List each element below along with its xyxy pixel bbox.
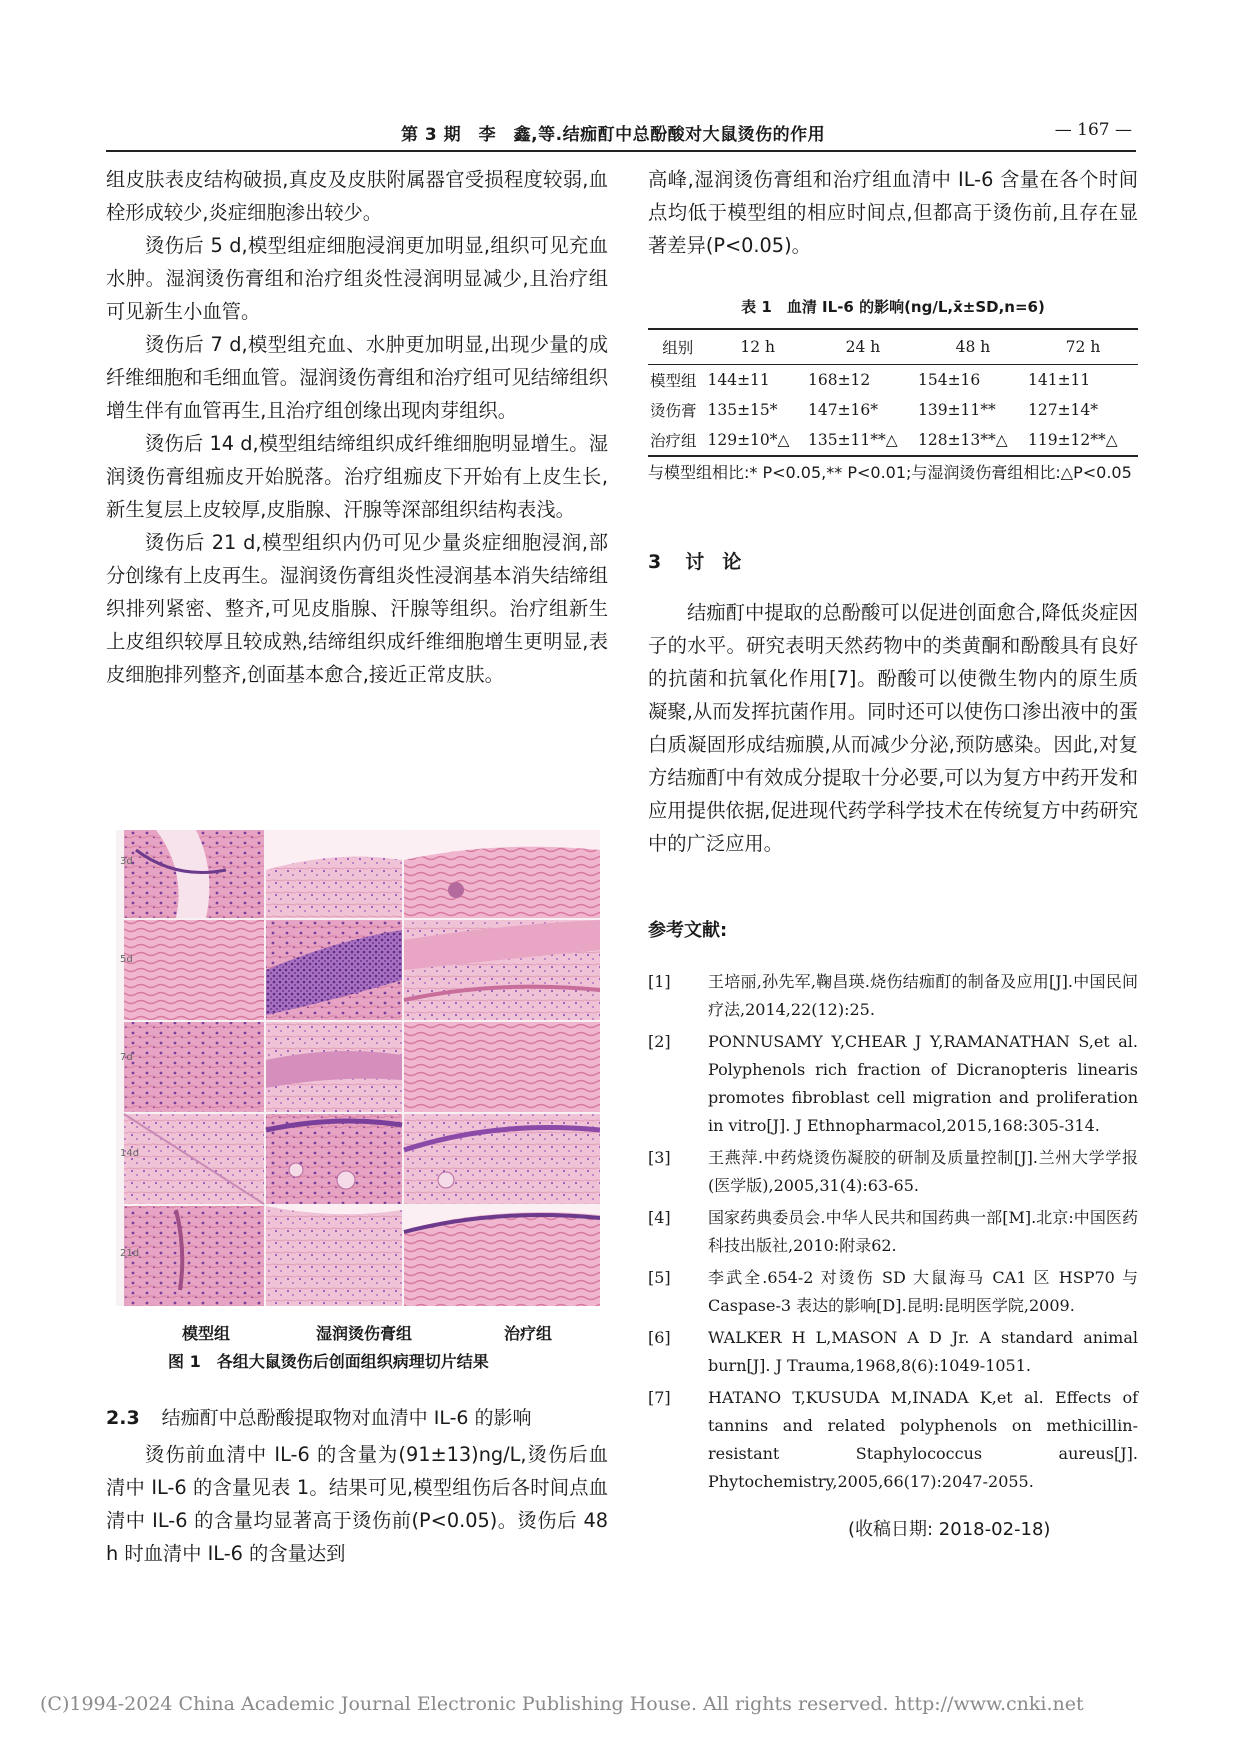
table-cell: 129±10*△ [707, 425, 808, 456]
section-heading [648, 547, 759, 574]
reference-text: 李武全.654-2 对烫伤 SD 大鼠海马 CA1 区 HSP70 与 Caspase-3 表达的影响[D].昆明:昆明医学院,2009. [708, 1268, 1138, 1315]
table-cell: 模型组 [650, 372, 697, 390]
reference-number: [1] [648, 972, 671, 991]
row-label: 7d [120, 1052, 133, 1063]
table-header: 48 h [918, 329, 1028, 365]
section-title: 结痂酊中总酚酸提取物对血清中 IL-6 的影响 [161, 1407, 532, 1429]
references-heading: 参考文献: [648, 920, 728, 941]
table-cell: 135±11**△ [808, 425, 918, 456]
paragraph: 烫伤后 14 d,模型组结缔组织成纤维细胞明显增生。湿润烫伤膏组痂皮开始脱落。治疗组痂皮下开始有上皮生长,新生复层上皮较厚,皮脂腺、汗腺等深部组织结构表浅。 [106, 432, 608, 521]
table-cell: 119±12**△ [1028, 425, 1138, 456]
running-header [106, 118, 1136, 148]
table-cell: 154±16 [917, 371, 981, 389]
reference-text: WALKER H L,MASON A D Jr. A standard animal burn[J]. J Trauma,1968,8(6):1049-1051. [708, 1328, 1138, 1375]
table-row [648, 425, 1138, 456]
table-cell: 127±14* [1027, 401, 1099, 419]
paragraph: 结痂酊中提取的总酚酸可以促进创面愈合,降低炎症因子的水平。研究表明天然药物中的类黄酮和酚酸具有良好的抗菌和抗氧化作用[7]。酚酸可以使微生物内的原生质凝聚,从而发挥抗菌作用。同时还可以使伤口渗出液中的蛋白质凝固形成结痂膜,从而减少分泌,预防感染。因此,对复方结痂酊中有效成分提取十分必要,可以为复方中药开发和应用提供依据,促进现代药学科学技术在传统复方中药研究中的广泛应用。 [648, 601, 1138, 855]
received-date: (收稿日期: 2018-02-18) [848, 1519, 1051, 1540]
reference-number: [7] [648, 1388, 671, 1407]
reference-number: [3] [648, 1148, 671, 1167]
column-label: 模型组 [182, 1324, 231, 1343]
reference-number: [6] [648, 1328, 671, 1347]
table-header: 72 h [1028, 329, 1138, 365]
page-number: — 167 — [1054, 120, 1132, 140]
reference-number: [5] [648, 1268, 671, 1287]
table-note: 与模型组相比:* P<0.05,** P<0.01;与湿润烫伤膏组相比:△P<0.05 [648, 463, 1132, 482]
table-caption: 表 1 血清 IL-6 的影响(ng/L,x̄±SD,n=6) [741, 298, 1045, 316]
reference-text: 王燕萍.中药烧烫伤凝胶的研制及质量控制[J].兰州大学学报(医学版),2005,31(4):63-65. [708, 1148, 1138, 1195]
reference-item [648, 1384, 1138, 1496]
left-column-text [106, 163, 608, 691]
paragraph: 烫伤前血清中 IL-6 的含量为(91±13)ng/L,烫伤后血清中 IL-6 的含量见表 1。结果可见,模型组伤后各时间点血清中 IL-6 的含量均显著高于烫伤前(P<0.05)。烫伤后 48 h 时血清中 IL-6 的含量达到 [106, 1443, 608, 1565]
row-label: 5d [120, 954, 133, 965]
table-cell: 烫伤膏 [650, 402, 697, 420]
row-label: 3d [120, 856, 133, 867]
reference-item [648, 1324, 1138, 1380]
data-table [648, 328, 1138, 457]
reference-item [648, 968, 1138, 1024]
figure-caption: 图 1 各组大鼠烫伤后创面组织病理切片结果 [168, 1352, 489, 1371]
column-label: 治疗组 [504, 1324, 553, 1343]
table-row [648, 395, 1138, 425]
reference-number: [4] [648, 1208, 671, 1227]
paragraph: 组皮肤表皮结构破损,真皮及皮肤附属器官受损程度较弱,血栓形成较少,炎症细胞渗出较少。 [106, 168, 608, 224]
row-label: 21d [120, 1248, 140, 1259]
histology-panels [116, 830, 600, 1306]
paragraph: 烫伤后 5 d,模型组症细胞浸润更加明显,组织可见充血水肿。湿润烫伤膏组和治疗组炎性浸润明显减少,且治疗组可见新生小血管。 [106, 234, 608, 323]
paragraph: 烫伤后 7 d,模型组充血、水肿更加明显,出现少量的成纤维细胞和毛细血管。湿润烫伤膏组和治疗组可见结缔组织增生伴有血管再生,且治疗组创缘出现肉芽组织。 [106, 333, 608, 422]
reference-list [648, 968, 1138, 1500]
section-title: 讨论 [685, 551, 760, 573]
paragraph: 高峰,湿润烫伤膏组和治疗组血清中 IL-6 含量在各个时间点均低于模型组的相应时间点,但都高于烫伤前,且存在显著差异(P<0.05)。 [648, 168, 1138, 257]
table-cell: 139±11** [917, 401, 996, 419]
reference-text: PONNUSAMY Y,CHEAR J Y,RAMANATHAN S,et al. Polyphenols rich fraction of Dicranopteris linearis promotes fibroblast cell migration and proliferation in vitro[J]. J Ethnopharmacol,2015,168:305-314. [708, 1032, 1138, 1135]
table-cell: 141±11 [1027, 371, 1091, 389]
section-number: 3 [648, 551, 662, 573]
table-cell: 147±16* [807, 401, 879, 419]
left-column-text-bottom [106, 1438, 608, 1570]
table-header: 24 h [808, 329, 918, 365]
header-rule [106, 150, 1136, 152]
paragraph: 烫伤后 21 d,模型组织内仍可见少量炎症细胞浸润,部分创缘有上皮再生。湿润烫伤膏组炎性浸润基本消失结缔组织排列紧密、整齐,可见皮脂腺、汗腺等组织。治疗组新生上皮组织较厚且较成熟,结缔组织成纤维细胞增生更明显,表皮细胞排列整齐,创面基本愈合,接近正常皮肤。 [106, 531, 608, 686]
reference-item [648, 1028, 1138, 1140]
section-number: 2.3 [106, 1407, 140, 1429]
table-cell: 168±12 [807, 371, 871, 389]
reference-text: 王培丽,孙先军,鞠昌瑛.烧伤结痂酊的制备及应用[J].中国民间疗法,2014,22(12):25. [708, 972, 1138, 1019]
reference-item [648, 1144, 1138, 1200]
column-label: 湿润烫伤膏组 [316, 1324, 413, 1343]
table-header: 12 h [707, 329, 808, 365]
section-heading [106, 1403, 616, 1430]
table-header: 组别 [648, 329, 707, 365]
right-column-text [648, 163, 1138, 262]
table-cell: 治疗组 [648, 425, 707, 456]
reference-number: [2] [648, 1032, 671, 1051]
row-label: 14d [120, 1148, 140, 1159]
discussion-text [648, 596, 1138, 860]
table-cell: 135±15* [707, 401, 778, 419]
table-cell: 144±11 [707, 371, 770, 389]
histology-figure [116, 830, 600, 1306]
reference-item [648, 1264, 1138, 1320]
reference-item [648, 1204, 1138, 1260]
table-row [648, 365, 1138, 396]
reference-text: HATANO T,KUSUDA M,INADA K,et al. Effects of tannins and related polyphenols on methicillin-resistant Staphylococcus aureus[J]. Phytochemistry,2005,66(17):2047-2055. [708, 1388, 1138, 1491]
header-title: 第 3 期 李 鑫,等.结痂酊中总酚酸对大鼠烫伤的作用 [401, 125, 826, 145]
reference-text: 国家药典委员会.中华人民共和国药典一部[M].北京:中国医药科技出版社,2010:附录62. [708, 1208, 1138, 1255]
table-cell: 128±13**△ [918, 425, 1028, 456]
copyright-footer: (C)1994-2024 China Academic Journal Electronic Publishing House. All rights reserved. http://www.cnki.net [40, 1693, 1084, 1715]
